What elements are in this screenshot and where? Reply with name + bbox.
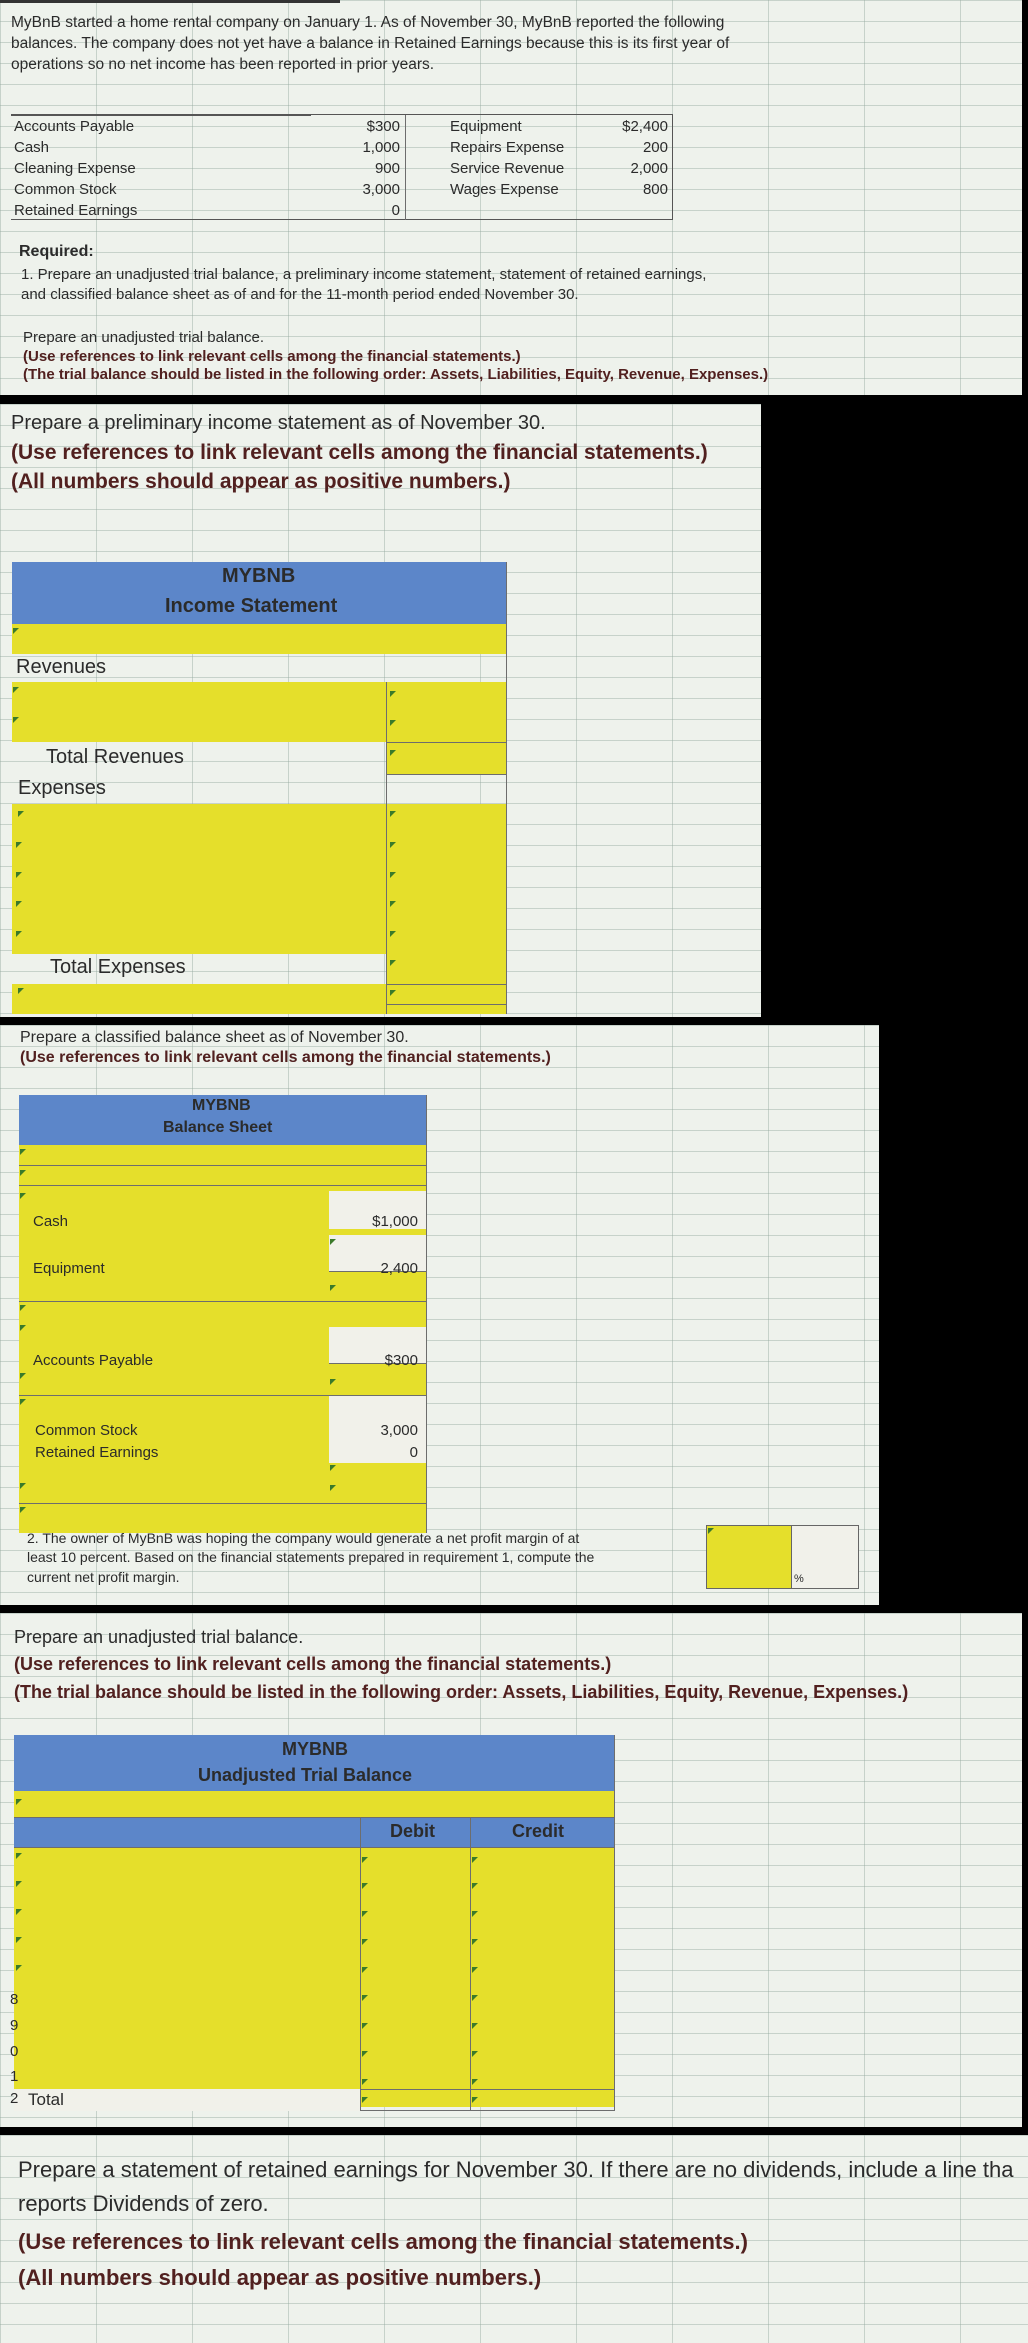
is-date-row[interactable] bbox=[12, 624, 506, 654]
balance-right-name: Repairs Expense bbox=[450, 139, 565, 156]
is-note-2: (All numbers should appear as positive numbers.) bbox=[11, 470, 511, 493]
tb-prompt: Prepare an unadjusted trial balance. bbox=[14, 1627, 304, 1647]
is-revenues-label: Revenues bbox=[16, 656, 107, 678]
balances-right-values bbox=[590, 116, 668, 200]
intro-line-3: operations so no net income has been reported in prior years. bbox=[11, 56, 435, 73]
balance-right-name: Service Revenue bbox=[450, 160, 565, 177]
tb-debit-header: Debit bbox=[390, 1821, 435, 1841]
tb-row-num-9: 9 bbox=[10, 2017, 19, 2034]
intro-line-2: balances. The company does not yet have a balance in Retained Earnings because this is its first year of bbox=[11, 35, 730, 52]
income-statement-panel bbox=[0, 404, 761, 1017]
bs-ap-label: Accounts Payable bbox=[33, 1352, 154, 1369]
tb-total-label: Total bbox=[28, 2090, 64, 2109]
is-prompt: Prepare a preliminary income statement as of November 30. bbox=[11, 412, 546, 434]
problem-panel bbox=[0, 0, 1022, 395]
is-total-revenues-label: Total Revenues bbox=[46, 746, 184, 768]
balance-right-value: $2,400 bbox=[622, 118, 668, 135]
profit-margin-unit: % bbox=[794, 1573, 804, 1585]
balance-left-name: Accounts Payable bbox=[14, 118, 135, 135]
bs-ap-value: $300 bbox=[384, 1352, 418, 1369]
is-title: Income Statement bbox=[165, 595, 338, 617]
bs-equipment-value: 2,400 bbox=[380, 1260, 418, 1277]
balance-left-value: 0 bbox=[391, 202, 400, 219]
profit-margin-input[interactable] bbox=[706, 1525, 792, 1589]
tb-title: Unadjusted Trial Balance bbox=[198, 1765, 413, 1785]
bs-company: MYBNB bbox=[192, 1097, 251, 1114]
tb-credit-header: Credit bbox=[512, 1821, 565, 1841]
tb-note1-top: (Use references to link relevant cells among the financial statements.) bbox=[23, 348, 521, 365]
balances-left-names bbox=[14, 116, 137, 221]
tb-company: MYBNB bbox=[282, 1739, 348, 1759]
trial-balance-panel bbox=[0, 1613, 1022, 2127]
bs-prompt: Prepare a classified balance sheet as of November 30. bbox=[20, 1029, 409, 1046]
tb-date-row[interactable] bbox=[14, 1791, 614, 1817]
intro-line-1: MyBnB started a home rental company on January 1. As of November 30, MyBnB reported the following bbox=[11, 14, 725, 31]
balance-left-value: 3,000 bbox=[362, 181, 400, 198]
balance-right-value: 2,000 bbox=[630, 160, 668, 177]
re-note-1: (Use references to link relevant cells among the financial statements.) bbox=[18, 2229, 748, 2254]
req2-line-1: 2. The owner of MyBnB was hoping the company would generate a net profit margin of at bbox=[27, 1530, 580, 1546]
required-item1-line1: 1. Prepare an unadjusted trial balance, a preliminary income statement, statement of retained earnings, bbox=[21, 266, 707, 283]
tb-note-1: (Use references to link relevant cells among the financial statements.) bbox=[14, 1654, 612, 1674]
balance-left-name: Cash bbox=[14, 139, 50, 156]
balance-left-name: Common Stock bbox=[14, 181, 117, 198]
retained-earnings-panel bbox=[0, 2135, 1028, 2343]
tb-row-num-0: 0 bbox=[10, 2043, 19, 2060]
is-note-1: (Use references to link relevant cells among the financial statements.) bbox=[11, 441, 708, 464]
tb-note-2: (The trial balance should be listed in the following order: Assets, Liabilities, Equity, Revenue, Expenses.) bbox=[14, 1682, 909, 1702]
is-net-income-row[interactable] bbox=[12, 984, 506, 1014]
bs-title: Balance Sheet bbox=[163, 1119, 273, 1136]
tb-row-num-2: 2 bbox=[10, 2090, 19, 2107]
tb-note2-top: (The trial balance should be listed in the following order: Assets, Liabilities, Equity, Revenue, Expenses.) bbox=[23, 366, 769, 383]
balance-sheet-panel bbox=[0, 1025, 879, 1605]
is-company: MYBNB bbox=[222, 565, 296, 587]
required-item1-line2: and classified balance sheet as of and for the 11-month period ended November 30. bbox=[21, 286, 579, 303]
bs-re-value: 0 bbox=[409, 1444, 418, 1461]
is-revenue-amount-cell[interactable] bbox=[386, 742, 506, 774]
bs-re-label: Retained Earnings bbox=[35, 1444, 159, 1461]
balance-right-value: 800 bbox=[642, 181, 668, 198]
tb-row-num-1: 1 bbox=[10, 2068, 19, 2085]
is-revenue-rows[interactable] bbox=[12, 682, 506, 742]
req2-line-2: least 10 percent. Based on the financial statements prepared in requirement 1, compute the bbox=[27, 1549, 595, 1565]
required-heading: Required: bbox=[19, 243, 94, 260]
balance-right-name: Wages Expense bbox=[450, 181, 559, 198]
is-expense-amount-cell[interactable] bbox=[386, 954, 506, 984]
bs-equipment-label: Equipment bbox=[33, 1260, 105, 1277]
tb-total-label-cell bbox=[14, 2089, 360, 2111]
is-total-expenses-label: Total Expenses bbox=[50, 956, 186, 978]
is-expenses-label: Expenses bbox=[18, 777, 106, 799]
balance-right-name: Equipment bbox=[450, 118, 522, 135]
tb-row-num-8: 8 bbox=[10, 1991, 19, 2008]
balances-left-values bbox=[330, 116, 400, 221]
balance-left-value: 1,000 bbox=[362, 139, 400, 156]
balances-right-names bbox=[450, 116, 564, 200]
re-line-1: Prepare a statement of retained earnings for November 30. If there are no dividends, include a line tha bbox=[18, 2157, 1014, 2182]
tb-prompt-top: Prepare an unadjusted trial balance. bbox=[23, 329, 264, 346]
bs-cash-value: $1,000 bbox=[372, 1213, 418, 1230]
balance-left-value: $300 bbox=[366, 118, 400, 135]
balance-right-value: 200 bbox=[642, 139, 668, 156]
balance-left-name: Cleaning Expense bbox=[14, 160, 136, 177]
bs-cash-label: Cash bbox=[33, 1213, 69, 1230]
tb-body[interactable] bbox=[14, 1847, 614, 2107]
balance-left-name: Retained Earnings bbox=[14, 202, 138, 219]
bs-cs-value: 3,000 bbox=[380, 1422, 418, 1439]
balance-left-value: 900 bbox=[374, 160, 400, 177]
is-expense-rows[interactable] bbox=[12, 804, 506, 954]
bs-note-1: (Use references to link relevant cells among the financial statements.) bbox=[20, 1049, 551, 1066]
bs-cs-label: Common Stock bbox=[35, 1422, 138, 1439]
req2-line-3: current net profit margin. bbox=[27, 1569, 180, 1585]
re-line-2: reports Dividends of zero. bbox=[18, 2191, 269, 2216]
re-note-2: (All numbers should appear as positive numbers.) bbox=[18, 2265, 542, 2290]
